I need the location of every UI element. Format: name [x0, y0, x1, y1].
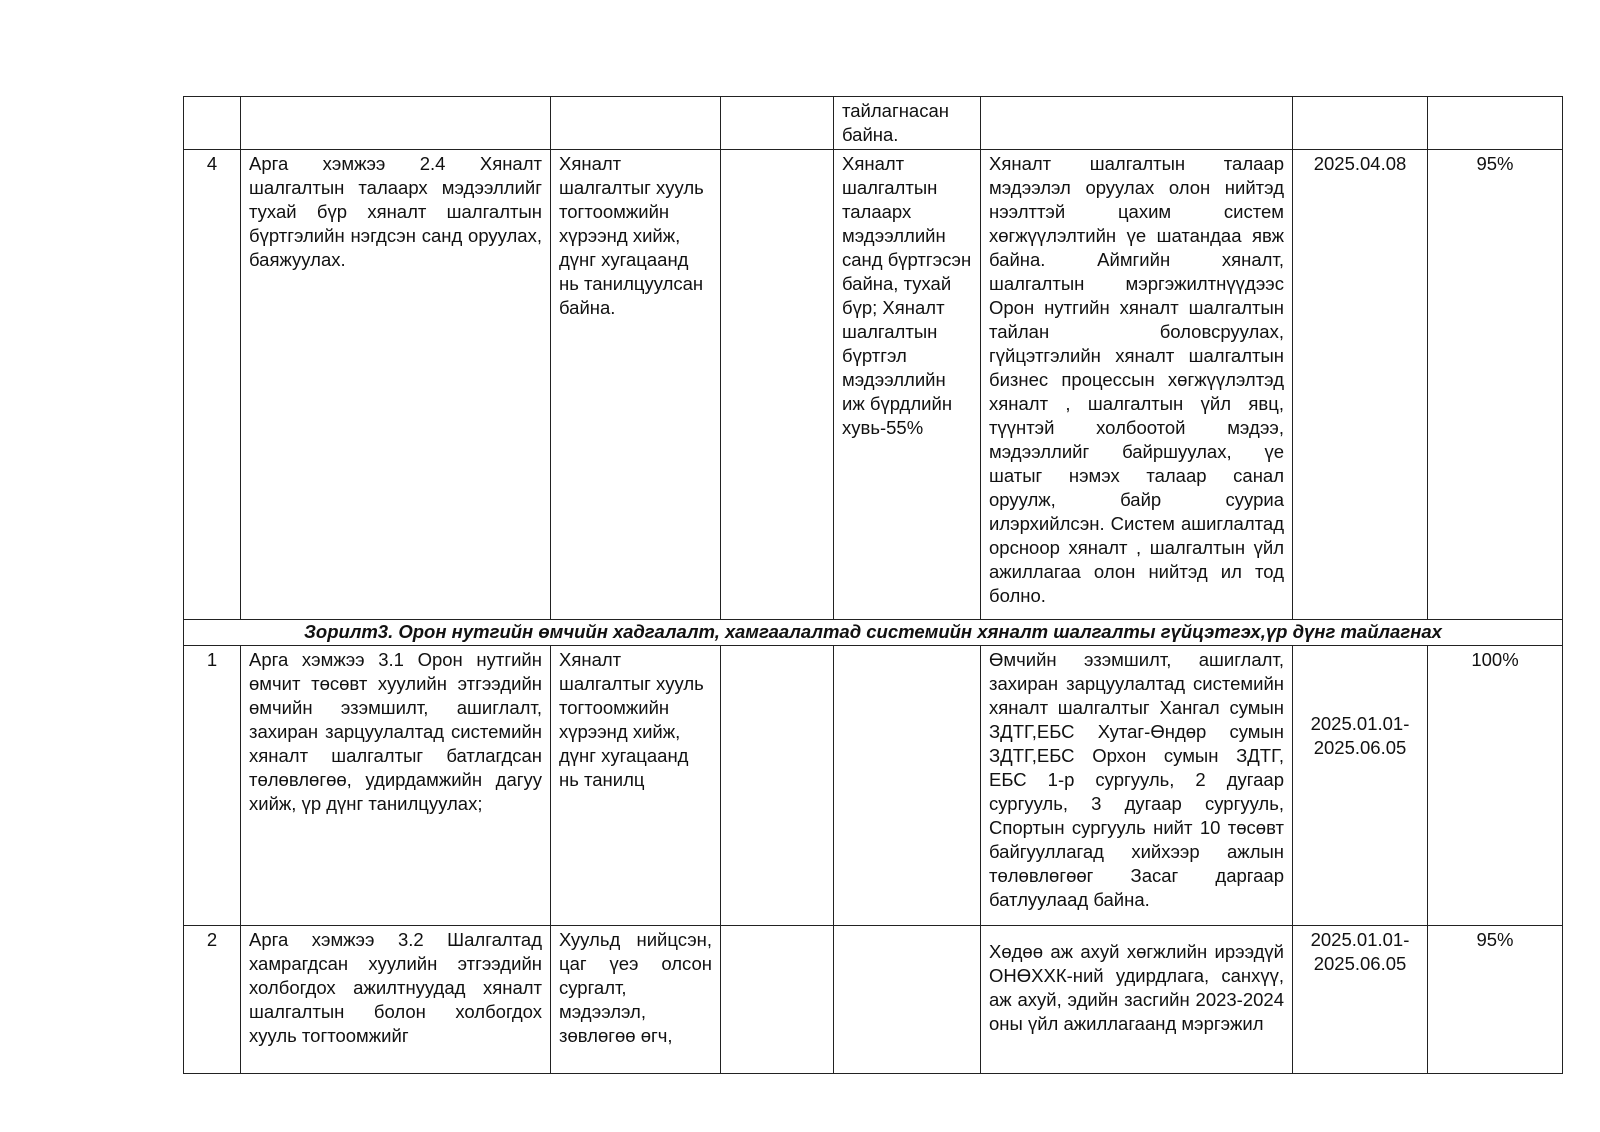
cell-blank [721, 646, 834, 926]
cell-num: 1 [184, 646, 241, 926]
cell-indicator [834, 646, 981, 926]
cell-blank [721, 926, 834, 1074]
cell-percent: 100% [1428, 646, 1563, 926]
cell-num: 4 [184, 150, 241, 620]
cell-progress: Өмчийн эзэмшилт, ашиглалт, захиран зарцуулалтад системийн хяналт шалгалтыг Хангал сумын ЗДТГ,ЕБС Хутаг-Өндөр сумын ЗДТГ,ЕБС Орхон сумын ЗДТГ, ЕБС 1-р сургууль, 2 дугаар сургууль, 3 дугаар сургууль, Спортын сургууль нийт 10 төсөвт байгууллагад хийхээр ажлын төлөвлөгөөг Засаг даргаар батлуулаад байна. [981, 646, 1293, 926]
cell-percent: 95% [1428, 150, 1563, 620]
cell-num: 2 [184, 926, 241, 1074]
cell-measure [241, 97, 551, 150]
cell-blank [721, 150, 834, 620]
table-row [184, 926, 1563, 1074]
cell-progress: Хяналт шалгалтын талаар мэдээлэл оруулах олон нийтэд нээлттэй цахим систем хөгжүүлэлтийн үе шатандаа явж байна. Аймгийн хяналт, шалгалтын мэргэжилтнүүдээс Орон нутгийн хяналт шалгалтын тайлан боловсруулах, гүйцэтгэлийн хяналт шалгалтын бизнес процессын хөгжүүлэлтэд хяналт , шалгалтын үйл явц, түүнтэй холбоотой мэдээ, мэдээллийг байршуулах, үе шатыг нэмэх талаар санал оруулж, байр сууриа илэрхийлсэн. Систем ашиглалтад орсноор хяналт , шалгалтын үйл ажиллагаа олон нийтэд ил тод болно. [981, 150, 1293, 620]
cell-measure: Арга хэмжээ 2.4 Хяналт шалгалтын талаарх мэдээллийг тухай бүр хяналт шалгалтын бүртгэлийн нэгдсэн санд оруулах, баяжуулах. [241, 150, 551, 620]
cell-date: 2025.01.01-2025.06.05 [1293, 926, 1428, 1074]
cell-measure: Арга хэмжээ 3.2 Шалгалтад хамрагдсан хуулийн этгээдийн холбогдох ажилтнуудад хяналт шалгалтын болон холбогдох хууль тогтоомжийг [241, 926, 551, 1074]
cell-percent: 95% [1428, 926, 1563, 1074]
cell-progress: Хөдөө аж ахуй хөгжлийн ирээдүй ОНӨХХК-ний удирдлага, санхүү, аж ахуй, эдийн засгийн 2023-2024 оны үйл ажиллагаанд мэргэжил [981, 926, 1293, 1074]
cell-criteria: Хуульд нийцсэн, цаг үеэ олсон сургалт, мэдээлэл, зөвлөгөө өгч, [551, 926, 721, 1074]
cell-criteria [551, 97, 721, 150]
cell-percent [1428, 97, 1563, 150]
cell-measure: Арга хэмжээ 3.1 Орон нутгийн өмчит төсөвт хуулийн этгээдийн өмчийн эзэмшилт, ашиглалт, захиран зарцуулалтад системийн хяналт шалгалтыг батлагдсан төлөвлөгөө, удирдамжийн дагуу хийж, үр дүнг танилцуулах; [241, 646, 551, 926]
table-row [184, 97, 1563, 150]
table-row [184, 150, 1563, 620]
cell-num [184, 97, 241, 150]
cell-indicator: Хяналт шалгалтын талаарх мэдээллийн санд бүртгэсэн байна, тухай бүр; Хяналт шалгалтын бүртгэл мэдээллийн иж бүрдлийн хувь-55% [834, 150, 981, 620]
cell-date [1293, 97, 1428, 150]
table-row [184, 646, 1563, 926]
cell-date: 2025.01.01-2025.06.05 [1293, 646, 1428, 926]
cell-blank [721, 97, 834, 150]
cell-progress [981, 97, 1293, 150]
cell-date: 2025.04.08 [1293, 150, 1428, 620]
cell-indicator [834, 926, 981, 1074]
cell-criteria: Хяналт шалгалтыг хууль тогтоомжийн хүрээнд хийж, дүнг хугацаанд нь танилцуулсан байна. [551, 150, 721, 620]
goal-row [184, 620, 1563, 646]
goal-title: Зорилт3. Орон нутгийн өмчийн хадгалалт, хамгаалалтад системийн хяналт шалгалты гүйцэтгэх,үр дүнг тайлагнах [184, 620, 1563, 646]
cell-criteria: Хяналт шалгалтыг хууль тогтоомжийн хүрээнд хийж, дүнг хугацаанд нь танилц [551, 646, 721, 926]
report-table [183, 96, 1563, 1074]
cell-indicator: тайлагнасан байна. [834, 97, 981, 150]
